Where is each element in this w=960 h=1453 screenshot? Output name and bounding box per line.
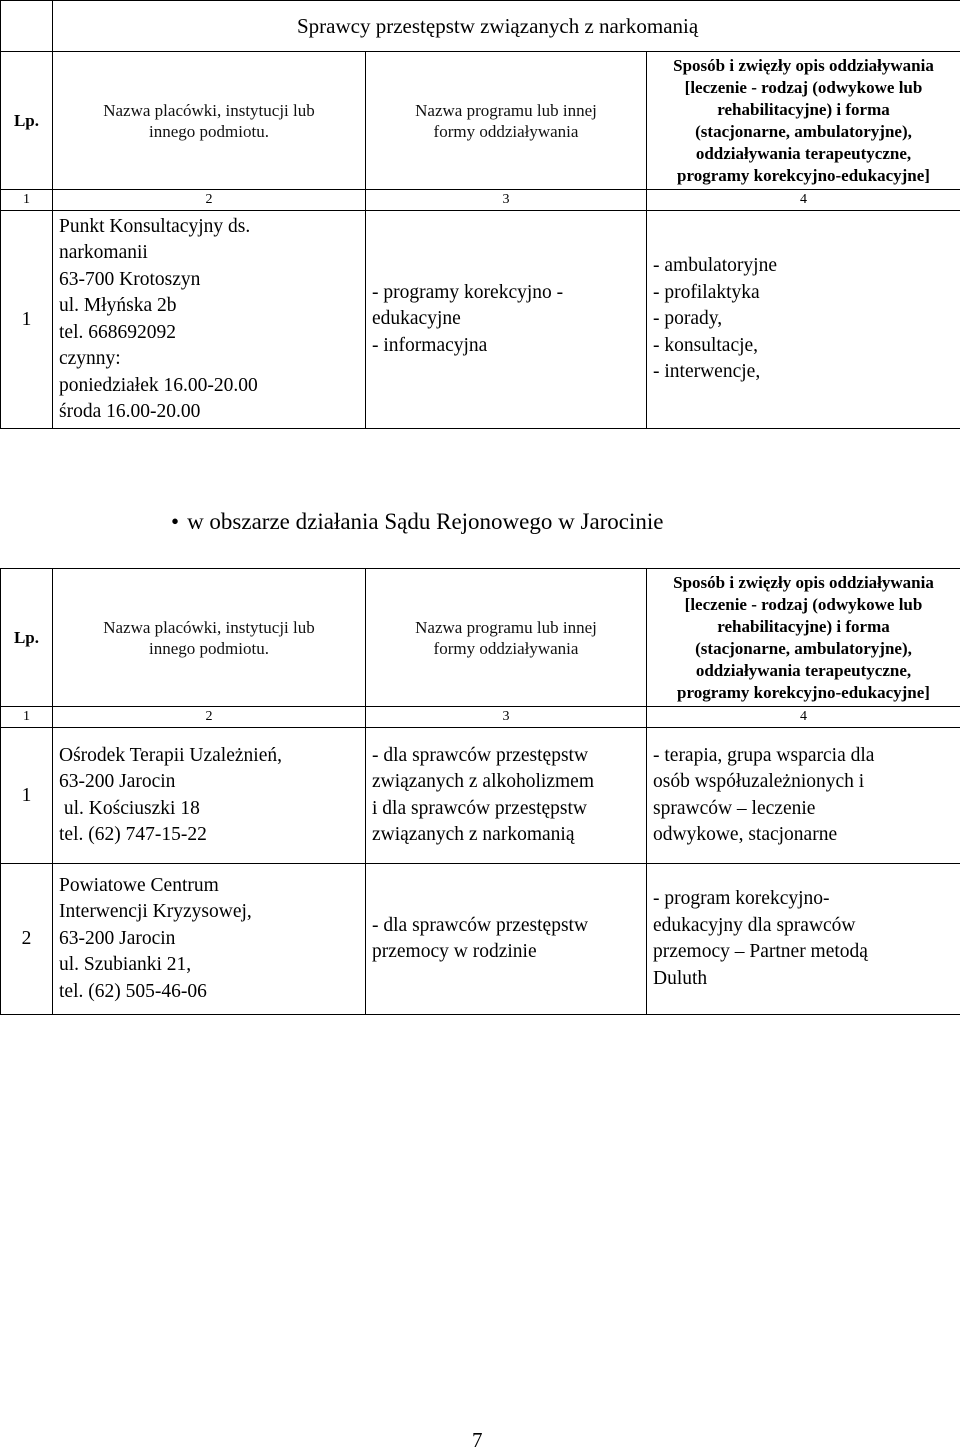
sposob-line: - konsultacje,: [653, 333, 960, 360]
sposob-line: - profilaktyka: [653, 280, 960, 307]
row-program: [366, 211, 647, 429]
table-caption-spacer: [1, 1, 53, 52]
header-sposob-line: Sposób i zwięzły opis oddziaływania: [647, 55, 960, 77]
placowka-line: tel. (62) 505-46-06: [59, 979, 365, 1006]
row-sposob: [647, 728, 960, 864]
program-line: - dla sprawców przestępstw: [372, 743, 646, 770]
header-sposob-line: [leczenie - rodzaj (odwykowe lub: [647, 77, 960, 99]
program-line: związanych z alkoholizmem: [372, 769, 646, 796]
header-sposob-line: rehabilitacyjne) i forma: [647, 616, 960, 638]
row-program: [366, 728, 647, 864]
sposob-line: - terapia, grupa wsparcia dla: [653, 743, 960, 770]
header-placowka-line: innego podmiotu.: [53, 638, 365, 659]
program-line: edukacyjne: [372, 306, 646, 333]
program-line: - dla sprawców przestępstw: [372, 913, 646, 940]
header-sposob: [647, 569, 960, 707]
sposob-line: - interwencje,: [653, 359, 960, 386]
header-lp: Lp.: [1, 52, 53, 190]
column-number: 1: [1, 707, 53, 728]
header-lp: Lp.: [1, 569, 53, 707]
placowka-line: 63-200 Jarocin: [59, 926, 365, 953]
header-sposob-line: (stacjonarne, ambulatoryjne),: [647, 638, 960, 660]
section-heading-text: w obszarze działania Sądu Rejonowego w Jarocinie: [187, 509, 663, 534]
row-lp: 1: [1, 728, 53, 864]
header-sposob-line: [leczenie - rodzaj (odwykowe lub: [647, 594, 960, 616]
header-program: [366, 569, 647, 707]
sposob-line: - porady,: [653, 306, 960, 333]
header-placowka-line: innego podmiotu.: [53, 121, 365, 142]
header-sposob-line: programy korekcyjno-edukacyjne]: [647, 682, 960, 704]
sposob-line: - ambulatoryjne: [653, 253, 960, 280]
sposob-line: edukacyjny dla sprawców: [653, 913, 960, 940]
placowka-line: ul. Szubianki 21,: [59, 952, 365, 979]
table-caption: Sprawcy przestępstw związanych z narkomanią: [53, 1, 960, 52]
program-line: - programy korekcyjno -: [372, 280, 646, 307]
sposob-line: osób współuzależnionych i: [653, 769, 960, 796]
header-sposob-line: programy korekcyjno-edukacyjne]: [647, 165, 960, 187]
placowka-line: Powiatowe Centrum: [59, 873, 365, 900]
row-lp: 2: [1, 864, 53, 1015]
bullet-icon: •: [171, 509, 179, 534]
header-sposob-line: oddziaływania terapeutyczne,: [647, 143, 960, 165]
table-narkomania: [0, 0, 960, 429]
section-heading: [171, 509, 664, 535]
page-number: 7: [472, 1428, 483, 1453]
placowka-line: ul. Młyńska 2b: [59, 293, 365, 320]
column-number: 4: [647, 707, 960, 728]
column-number: 4: [647, 190, 960, 211]
sposob-line: sprawców – leczenie: [653, 796, 960, 823]
placowka-line: ul. Kościuszki 18: [59, 796, 365, 823]
column-number: 1: [1, 190, 53, 211]
table-row: [1, 864, 960, 1015]
header-program-line: formy oddziaływania: [366, 121, 646, 142]
column-number: 2: [53, 707, 366, 728]
row-sposob: [647, 211, 960, 429]
header-sposob-line: (stacjonarne, ambulatoryjne),: [647, 121, 960, 143]
header-program-line: Nazwa programu lub innej: [366, 617, 646, 638]
program-line: i dla sprawców przestępstw: [372, 796, 646, 823]
placowka-line: Interwencji Kryzysowej,: [59, 899, 365, 926]
row-lp: 1: [1, 211, 53, 429]
row-placowka: [53, 211, 366, 429]
sposob-line: odwykowe, stacjonarne: [653, 822, 960, 849]
sposob-line: przemocy – Partner metodą: [653, 939, 960, 966]
sposob-line: Duluth: [653, 966, 960, 993]
header-program: [366, 52, 647, 190]
table-jarocin: [0, 568, 960, 1015]
header-placowka: [53, 52, 366, 190]
placowka-line: tel. 668692092: [59, 320, 365, 347]
sposob-line: - program korekcyjno-: [653, 886, 960, 913]
program-line: związanych z narkomanią: [372, 822, 646, 849]
header-sposob-line: oddziaływania terapeutyczne,: [647, 660, 960, 682]
row-placowka: [53, 728, 366, 864]
column-number: 3: [366, 190, 647, 211]
placowka-line: Ośrodek Terapii Uzależnień,: [59, 743, 365, 770]
placowka-line: poniedziałek 16.00-20.00: [59, 373, 365, 400]
placowka-line: tel. (62) 747-15-22: [59, 822, 365, 849]
header-placowka-line: Nazwa placówki, instytucji lub: [53, 617, 365, 638]
placowka-line: Punkt Konsultacyjny ds.: [59, 214, 365, 241]
header-placowka-line: Nazwa placówki, instytucji lub: [53, 100, 365, 121]
header-program-line: Nazwa programu lub innej: [366, 100, 646, 121]
table-row: [1, 211, 960, 429]
header-sposob-line: Sposób i zwięzły opis oddziaływania: [647, 572, 960, 594]
program-line: przemocy w rodzinie: [372, 939, 646, 966]
header-program-line: formy oddziaływania: [366, 638, 646, 659]
table-row: [1, 728, 960, 864]
column-number: 2: [53, 190, 366, 211]
placowka-line: 63-700 Krotoszyn: [59, 267, 365, 294]
placowka-line: narkomanii: [59, 240, 365, 267]
program-line: - informacyjna: [372, 333, 646, 360]
placowka-line: środa 16.00-20.00: [59, 399, 365, 426]
placowka-line: czynny:: [59, 346, 365, 373]
header-sposob: [647, 52, 960, 190]
row-sposob: [647, 864, 960, 1015]
column-number: 3: [366, 707, 647, 728]
row-placowka: [53, 864, 366, 1015]
row-program: [366, 864, 647, 1015]
placowka-line: 63-200 Jarocin: [59, 769, 365, 796]
header-placowka: [53, 569, 366, 707]
header-sposob-line: rehabilitacyjne) i forma: [647, 99, 960, 121]
